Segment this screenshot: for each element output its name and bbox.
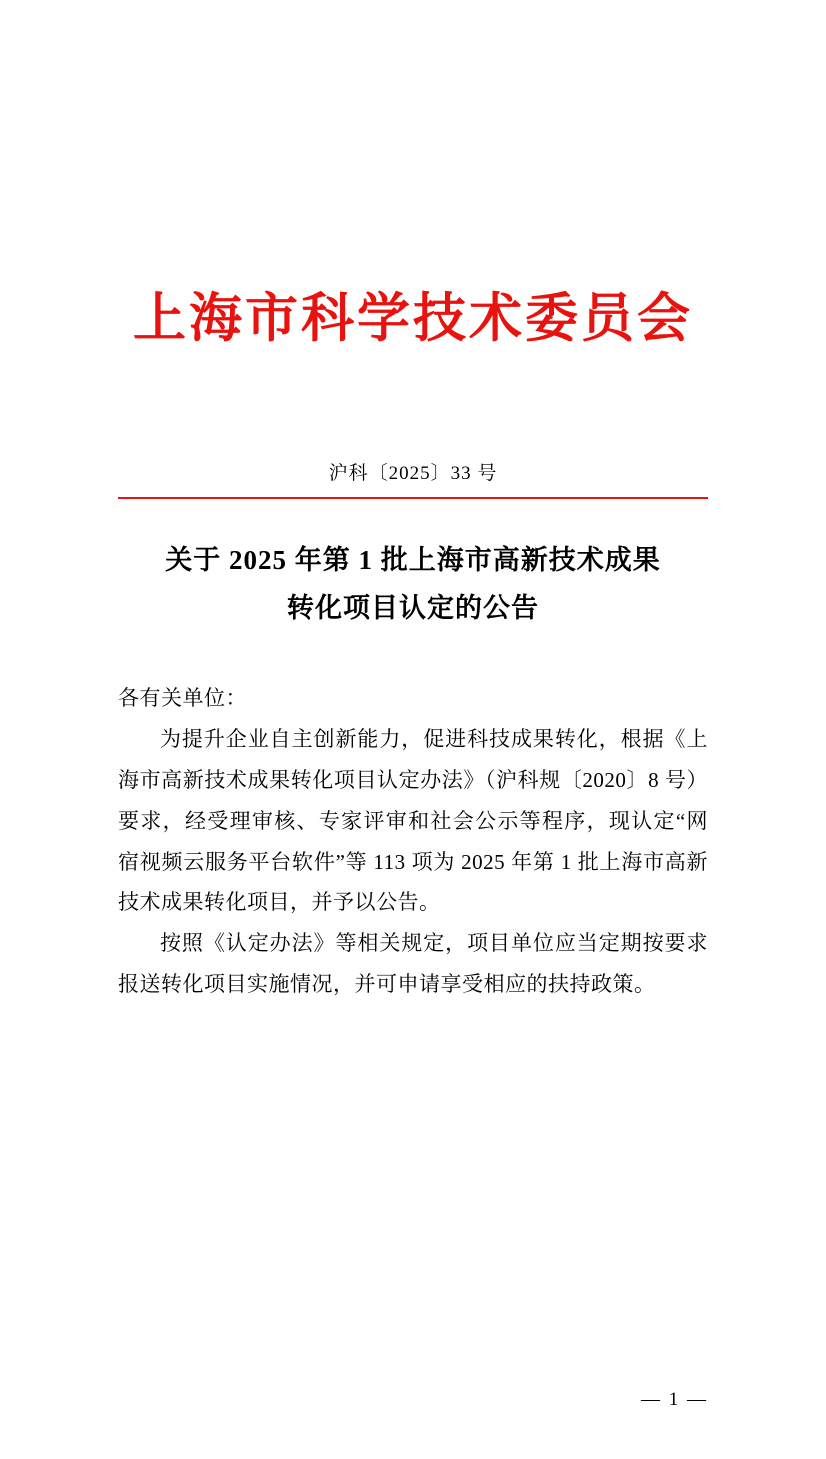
page-title-line-1: 关于 2025 年第 1 批上海市高新技术成果 bbox=[165, 545, 661, 576]
body-paragraph-2: 按照《认定办法》等相关规定，项目单位应当定期按要求报送转化项目实施情况，并可申请享受相应的扶持政策。 bbox=[118, 931, 708, 997]
document-body bbox=[118, 678, 708, 1006]
red-divider bbox=[118, 497, 708, 499]
document-masthead: 上海市科学技术委员会 bbox=[133, 290, 693, 348]
document-page bbox=[0, 290, 826, 1459]
page-number: — 1 — bbox=[641, 1389, 708, 1410]
page-title bbox=[118, 537, 708, 632]
salutation: 各有关单位： bbox=[118, 685, 247, 710]
document-number: 沪科〔2025〕33 号 bbox=[328, 463, 498, 485]
body-paragraph-1: 为提升企业自主创新能力，促进科技成果转化，根据《上海市高新技术成果转化项目认定办法》（沪科规〔2020〕8 号）要求，经受理审核、专家评审和社会公示等程序，现认定“网宿视频云服务平台软件”等 113 项为 2025 年第 1 批上海市高新技术成果转化项目，并予以公告。 bbox=[118, 726, 708, 915]
page-title-line-2: 转化项目认定的公告 bbox=[287, 592, 539, 623]
